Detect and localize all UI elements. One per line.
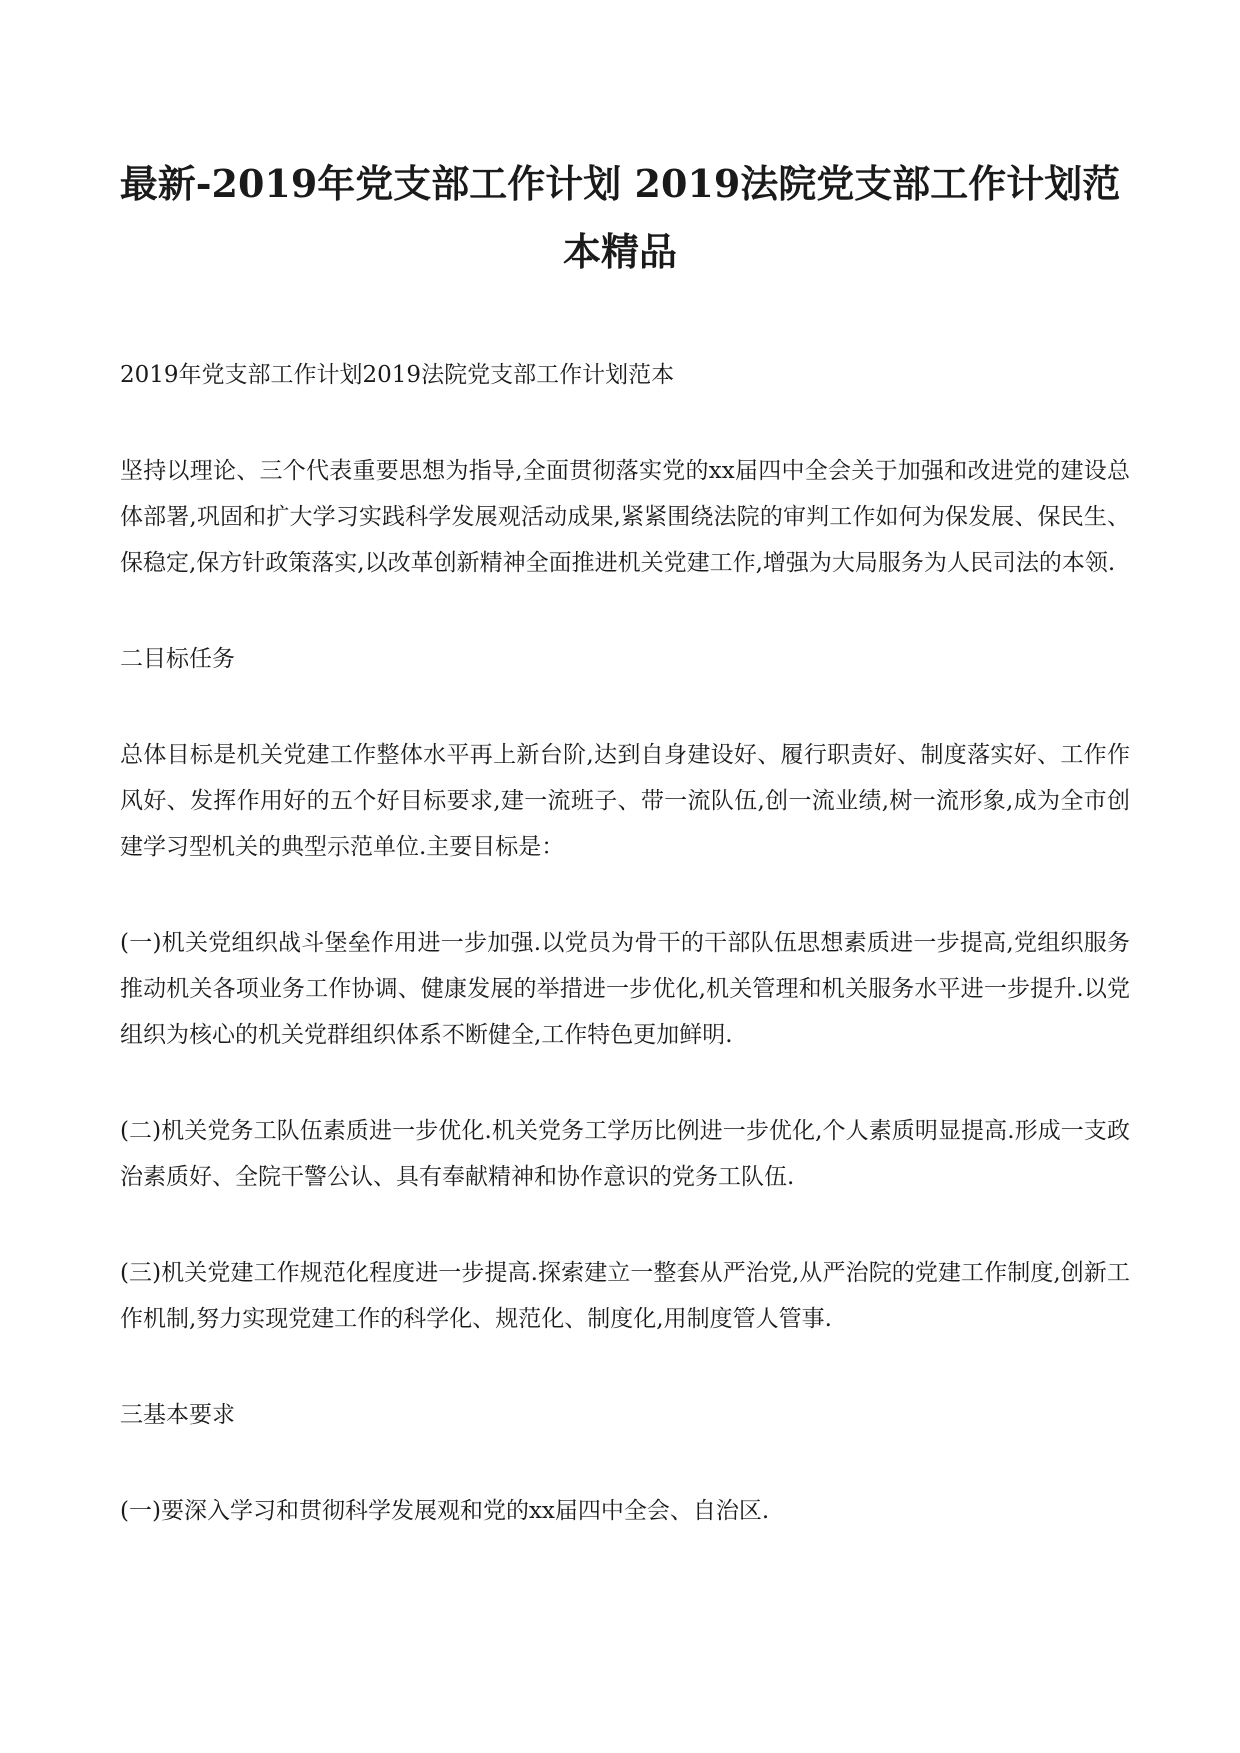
intro-paragraph: 坚持以理论、三个代表重要思想为指导,全面贯彻落实党的xx届四中全会关于加强和改进党的建设总体部署,巩固和扩大学习实践科学发展观活动成果,紧紧围绕法院的审判工作如何为保发展、保民生、保稳定,保方针政策落实,以改革创新精神全面推进机关党建工作,增强为大局服务为人民司法的本领. [120, 458, 1130, 576]
goal-item-2: (二)机关党务工队伍素质进一步优化.机关党务工学历比例进一步优化,个人素质明显提高.形成一支政治素质好、全院干警公认、具有奉献精神和协作意识的党务工队伍. [120, 1118, 1130, 1190]
goal-item-3: (三)机关党建工作规范化程度进一步提高.探索建立一整套从严治党,从严治院的党建工作制度,创新工作机制,努力实现党建工作的科学化、规范化、制度化,用制度管人管事. [120, 1260, 1130, 1332]
document-body [120, 352, 1130, 1584]
goal-item-1: (一)机关党组织战斗堡垒作用进一步加强.以党员为骨干的干部队伍思想素质进一步提高,党组织服务推动机关各项业务工作协调、健康发展的举措进一步优化,机关管理和机关服务水平进一步提升.以党组织为核心的机关党群组织体系不断健全,工作特色更加鲜明. [120, 930, 1130, 1048]
requirement-item-1: (一)要深入学习和贯彻科学发展观和党的xx届四中全会、自治区. [120, 1498, 770, 1524]
section-heading-requirements: 三基本要求 [120, 1402, 235, 1428]
document-title: 最新-2019年党支部工作计划 2019法院党支部工作计划范本精品 [119, 161, 1121, 274]
goals-paragraph: 总体目标是机关党建工作整体水平再上新台阶,达到自身建设好、履行职责好、制度落实好、工作作风好、发挥作用好的五个好目标要求,建一流班子、带一流队伍,创一流业绩,树一流形象,成为全市创建学习型机关的典型示范单位.主要目标是： [120, 742, 1130, 860]
subtitle-paragraph: 2019年党支部工作计划2019法院党支部工作计划范本 [120, 362, 675, 388]
section-heading-goals: 二目标任务 [120, 646, 235, 672]
